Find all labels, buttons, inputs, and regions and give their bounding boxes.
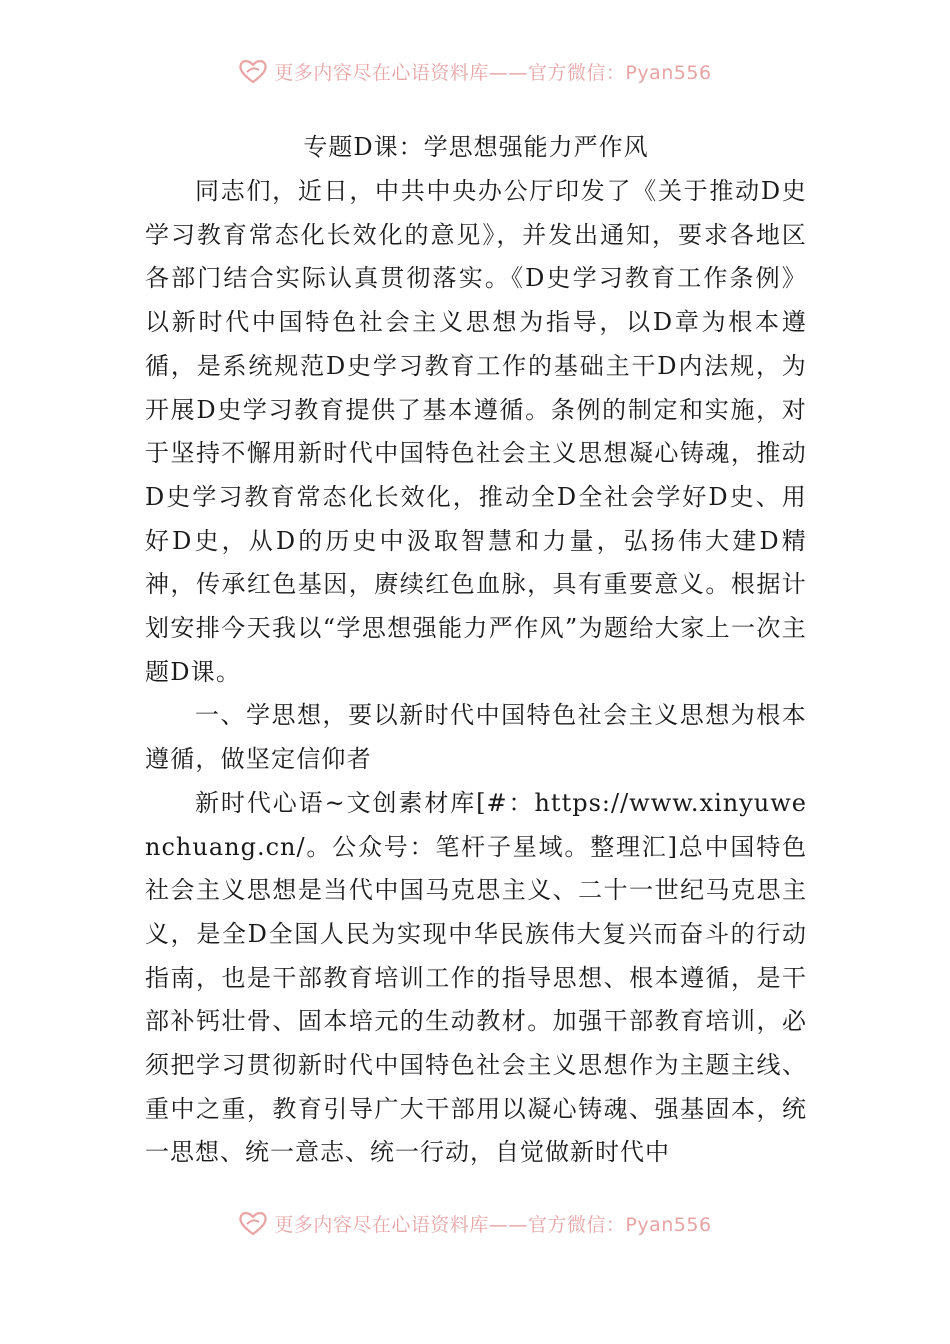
paragraph-body-1: 新时代心语~文创素材库[#：https://www.xinyuwenchuang.cn/。公众号：笔杆子星域。整理汇]总中国特色社会主义思想是当代中国马克思主义、二十一世纪马克思主义，是全D全国人民为实现中华民族伟大复兴而奋斗的行动指南，也是干部教育培训工作的指导思想、根本遵循，是干部补钙壮骨、固本培元的生动教材。加强干部教育培训，必须把学习贯彻新时代中国特色社会主义思想作为主题主线、重中之重，教育引导广大干部用以凝心铸魂、强基固本，统一思想、统一意志、统一行动，自觉做新时代中 xyxy=(145,788,807,1167)
paragraph-intro: 同志们，近日，中共中央办公厅印发了《关于推动D史学习教育常态化长效化的意见》，并发出通知，要求各地区各部门结合实际认真贯彻落实。《D史学习教育工作条例》以新时代中国特色社会主义思想为指导，以D章为根本遵循，是系统规范D史学习教育工作的基础主干D内法规，为开展D史学习教育提供了基本遵循。条例的制定和实施，对于坚持不懈用新时代中国特色社会主义思想凝心铸魂，推动D史学习教育常态化长效化，推动全D全社会学好D史、用好D史，从D的历史中汲取智慧和力量，弘扬伟大建D精神，传承红色基因，赓续红色血脉，具有重要意义。根据计划安排今天我以“学思想强能力严作风”为题给大家上一次主题D课。 xyxy=(145,177,807,686)
document-body xyxy=(145,128,807,1175)
heart-logo-icon xyxy=(238,58,268,84)
watermark-text: 更多内容尽在心语资料库——官方微信：Pyan556 xyxy=(274,61,712,84)
footer-watermark xyxy=(0,1208,950,1238)
heart-logo-icon xyxy=(238,1210,268,1236)
header-watermark xyxy=(0,56,950,86)
section-heading-1: 一、学思想，要以新时代中国特色社会主义思想为根本遵循，做坚定信仰者 xyxy=(145,701,807,774)
watermark-text: 更多内容尽在心语资料库——官方微信：Pyan556 xyxy=(274,1213,712,1236)
document-title: 专题D课：学思想强能力严作风 xyxy=(303,133,649,161)
